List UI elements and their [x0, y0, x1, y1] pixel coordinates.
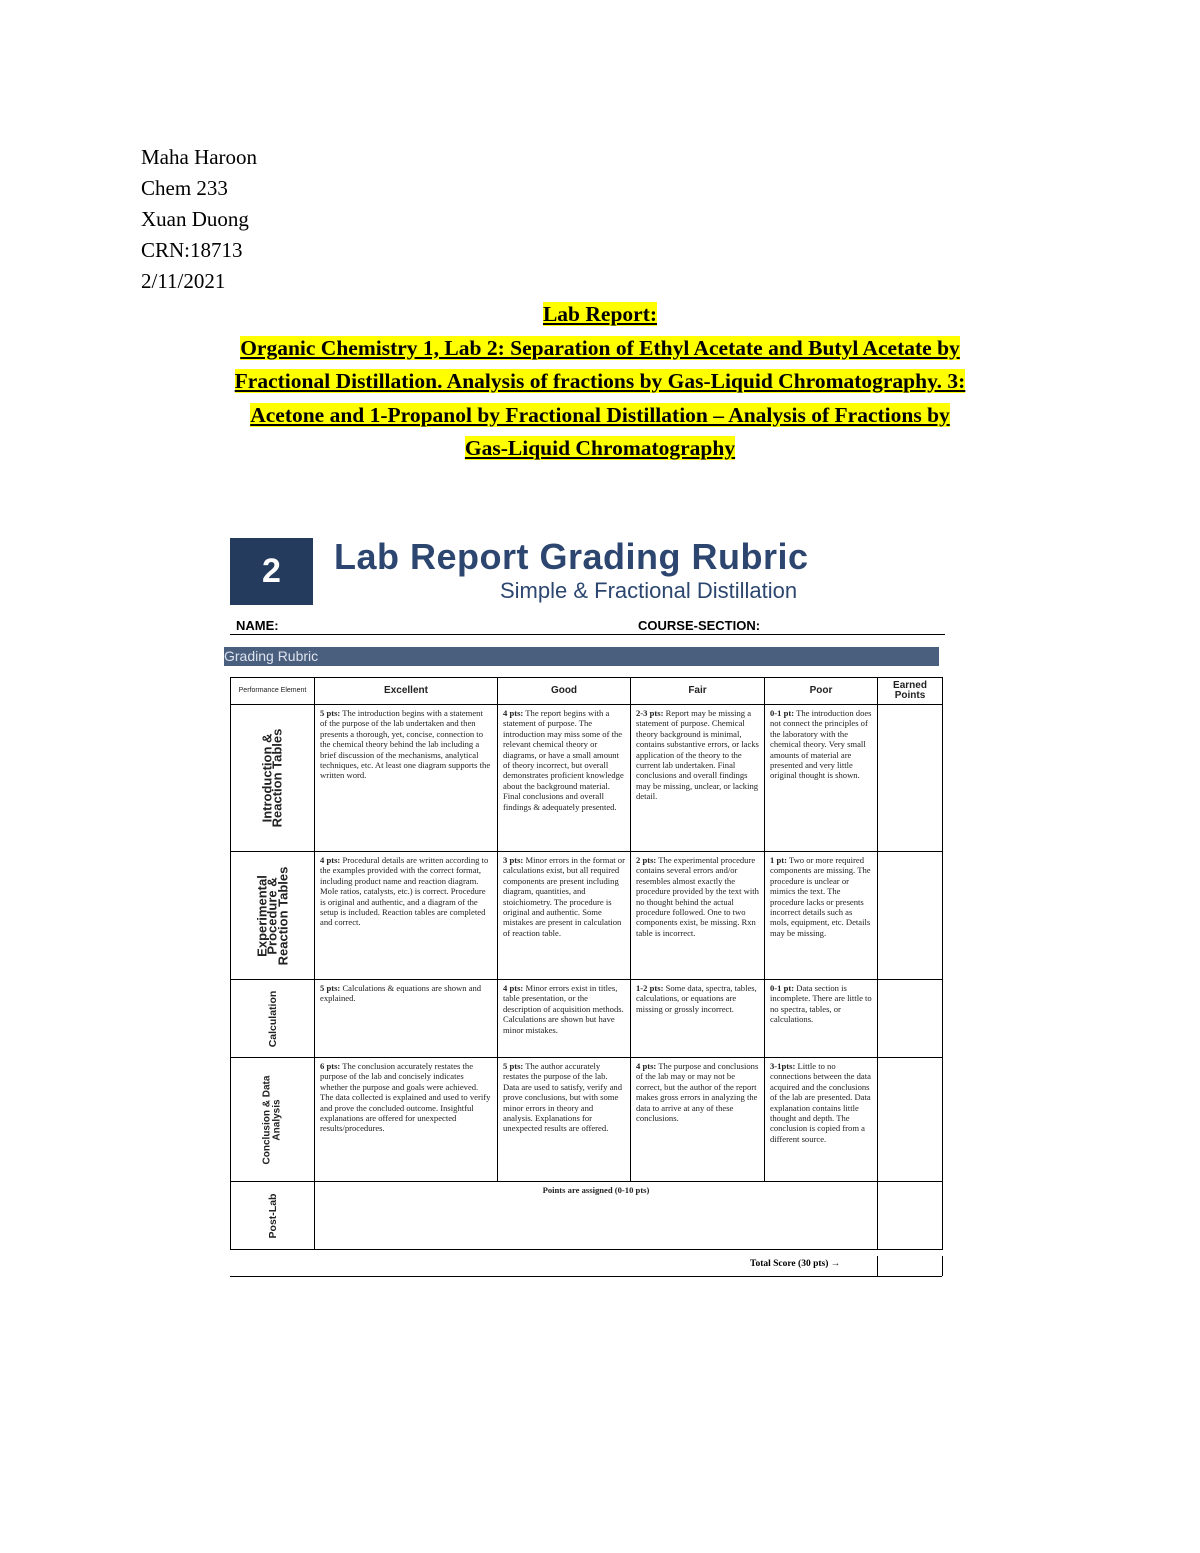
rubric-number-badge: 2	[230, 538, 313, 605]
rubric-header-row	[231, 678, 943, 705]
total-score-label: Total Score (30 pts) →	[750, 1259, 841, 1269]
earned-points-cell	[878, 980, 943, 1058]
row-element-experimental: Experimental Procedure & Reaction Tables	[231, 852, 315, 980]
rubric-subtitle: Simple & Fractional Distillation	[500, 578, 798, 603]
table-cell: 0-1 pt: Data section is incomplete. There are little to no spectra, tables, or calculations.	[765, 980, 878, 1058]
row-element-post-lab: Post-Lab	[231, 1182, 315, 1250]
col-excellent: Excellent	[315, 678, 498, 705]
table-row	[231, 852, 943, 980]
table-row	[231, 980, 943, 1058]
date: 2/11/2021	[141, 269, 226, 293]
table-cell: 4 pts: The report begins with a statement of purpose. The introduction may miss some of the relevant chemical theory or diagrams, or have a small amount of theory incorrect, but overall demonstrates proficient knowledge about the background material. Final conclusions and overall findings & adequately presented.	[498, 705, 631, 852]
table-cell: 1-2 pts: Some data, spectra, tables, calculations, or equations are missing or grossly incorrect.	[631, 980, 765, 1058]
earned-points-cell	[878, 852, 943, 980]
table-cell: 6 pts: The conclusion accurately restates the purpose of the lab and concisely indicates whether the purpose and goals were achieved. The data collected is explained and used to verify and prove the concluded outcome. Insightful explanations are offered for unexpected results/procedures.	[315, 1058, 498, 1182]
crn: CRN:18713	[141, 238, 243, 262]
name-course-row	[230, 618, 945, 635]
total-score-row	[230, 1256, 942, 1277]
table-cell: 3-1pts: Little to no connections between the data acquired and the conclusions of the lab are presented. Data explanation contains little thought and depth. The conclusion is copied from a different source.	[765, 1058, 878, 1182]
table-cell: 4 pts: Procedural details are written according to the examples provided with the correct format, including product name and reaction diagram. Mole ratios, catalysts, etc.) is correct. Procedure is original and authentic, and a diagram of the setup is included. Reaction tables are completed and correct.	[315, 852, 498, 980]
report-title	[150, 298, 1050, 466]
name-label: NAME:	[236, 618, 279, 633]
table-cell: 4 pts: Minor errors exist in titles, table presentation, or the description of acquisition methods. Calculations are shown but have minor mistakes.	[498, 980, 631, 1058]
table-cell: 3 pts: Minor errors in the format or calculations exist, but all required components are present including diagram, quantities, and stoichiometry. The procedure is original and authentic. Some mistakes are present in calculation of reaction table.	[498, 852, 631, 980]
total-score-box	[877, 1256, 943, 1276]
earned-points-cell	[878, 705, 943, 852]
title-line-2: Fractional Distillation. Analysis of fractions by Gas-Liquid Chromatography. 3:	[234, 369, 966, 393]
col-earned-points: Earned Points	[878, 678, 943, 705]
table-cell: 2 pts: The experimental procedure contains several errors and/or resembles almost exactly the procedure provided by the text with no thought behind the actual procedure followed. One to two components exist, be missing. Rxn table is incorrect.	[631, 852, 765, 980]
row-element-conclusion: Conclusion & Data Analysis	[231, 1058, 315, 1182]
title-line-1: Organic Chemistry 1, Lab 2: Separation of Ethyl Acetate and Butyl Acetate by	[240, 335, 960, 360]
col-fair: Fair	[631, 678, 765, 705]
title-line-4: Gas-Liquid Chromatography	[464, 436, 736, 460]
title-line-3: Acetone and 1-Propanol by Fractional Distillation – Analysis of Fractions by	[250, 402, 950, 427]
rubric-title: Lab Report Grading Rubric	[334, 536, 809, 577]
rubric-table	[230, 677, 943, 1250]
table-row	[231, 705, 943, 852]
instructor: Xuan Duong	[141, 207, 249, 231]
row-element-introduction: Introduction & Reaction Tables	[231, 705, 315, 852]
table-cell: 5 pts: Calculations & equations are shown and explained.	[315, 980, 498, 1058]
col-performance-element: Performance Element	[231, 678, 315, 705]
table-cell: 0-1 pt: The introduction does not connect the principles of the laboratory with the chemical theory. Very small amounts of material are presented and very little original thought is shown.	[765, 705, 878, 852]
course: Chem 233	[141, 176, 228, 200]
row-element-calculation: Calculation	[231, 980, 315, 1058]
table-cell: 5 pts: The introduction begins with a statement of the purpose of the lab undertaken and then presents a thorough, yet, concise, connection to the chemical theory behind the lab including a brief discussion of the mechanisms, analytical techniques, etc. At least one diagram supports the written word.	[315, 705, 498, 852]
earned-points-cell	[878, 1182, 943, 1250]
student-name: Maha Haroon	[141, 145, 258, 169]
grading-rubric-bar: Grading Rubric	[224, 647, 939, 666]
table-cell: 1 pt: Two or more required components are missing. The procedure is unclear or mimics the text. The procedure lacks or presents incorrect details such as mols, equipment, etc. Details may be missing.	[765, 852, 878, 980]
post-lab-points-cell: Points are assigned (0-10 pts)	[315, 1182, 878, 1250]
col-poor: Poor	[765, 678, 878, 705]
table-cell: 5 pts: The author accurately restates the purpose of the lab. Data are used to satisfy, verify and prove conclusions, but with some minor errors in theory and analysis. Explanations for unexpected results are offered.	[498, 1058, 631, 1182]
table-row	[231, 1058, 943, 1182]
course-section-label: COURSE-SECTION:	[638, 618, 761, 633]
student-info	[141, 142, 257, 297]
table-cell: 2-3 pts: Report may be missing a statement of purpose. Chemical theory background is minimal, contains substantive errors, or lacks application of the theory to the current lab undertaken. Final conclusions and overall findings may be missing, unclear, or lacking detail.	[631, 705, 765, 852]
col-good: Good	[498, 678, 631, 705]
grading-rubric-image	[224, 530, 945, 1280]
table-cell: 4 pts: The purpose and conclusions of the lab may or may not be correct, but the author of the report makes gross errors in analyzing the data to arrive at any of these conclusions.	[631, 1058, 765, 1182]
title-label: Lab Report:	[542, 302, 658, 326]
earned-points-cell	[878, 1058, 943, 1182]
table-row	[231, 1182, 943, 1250]
